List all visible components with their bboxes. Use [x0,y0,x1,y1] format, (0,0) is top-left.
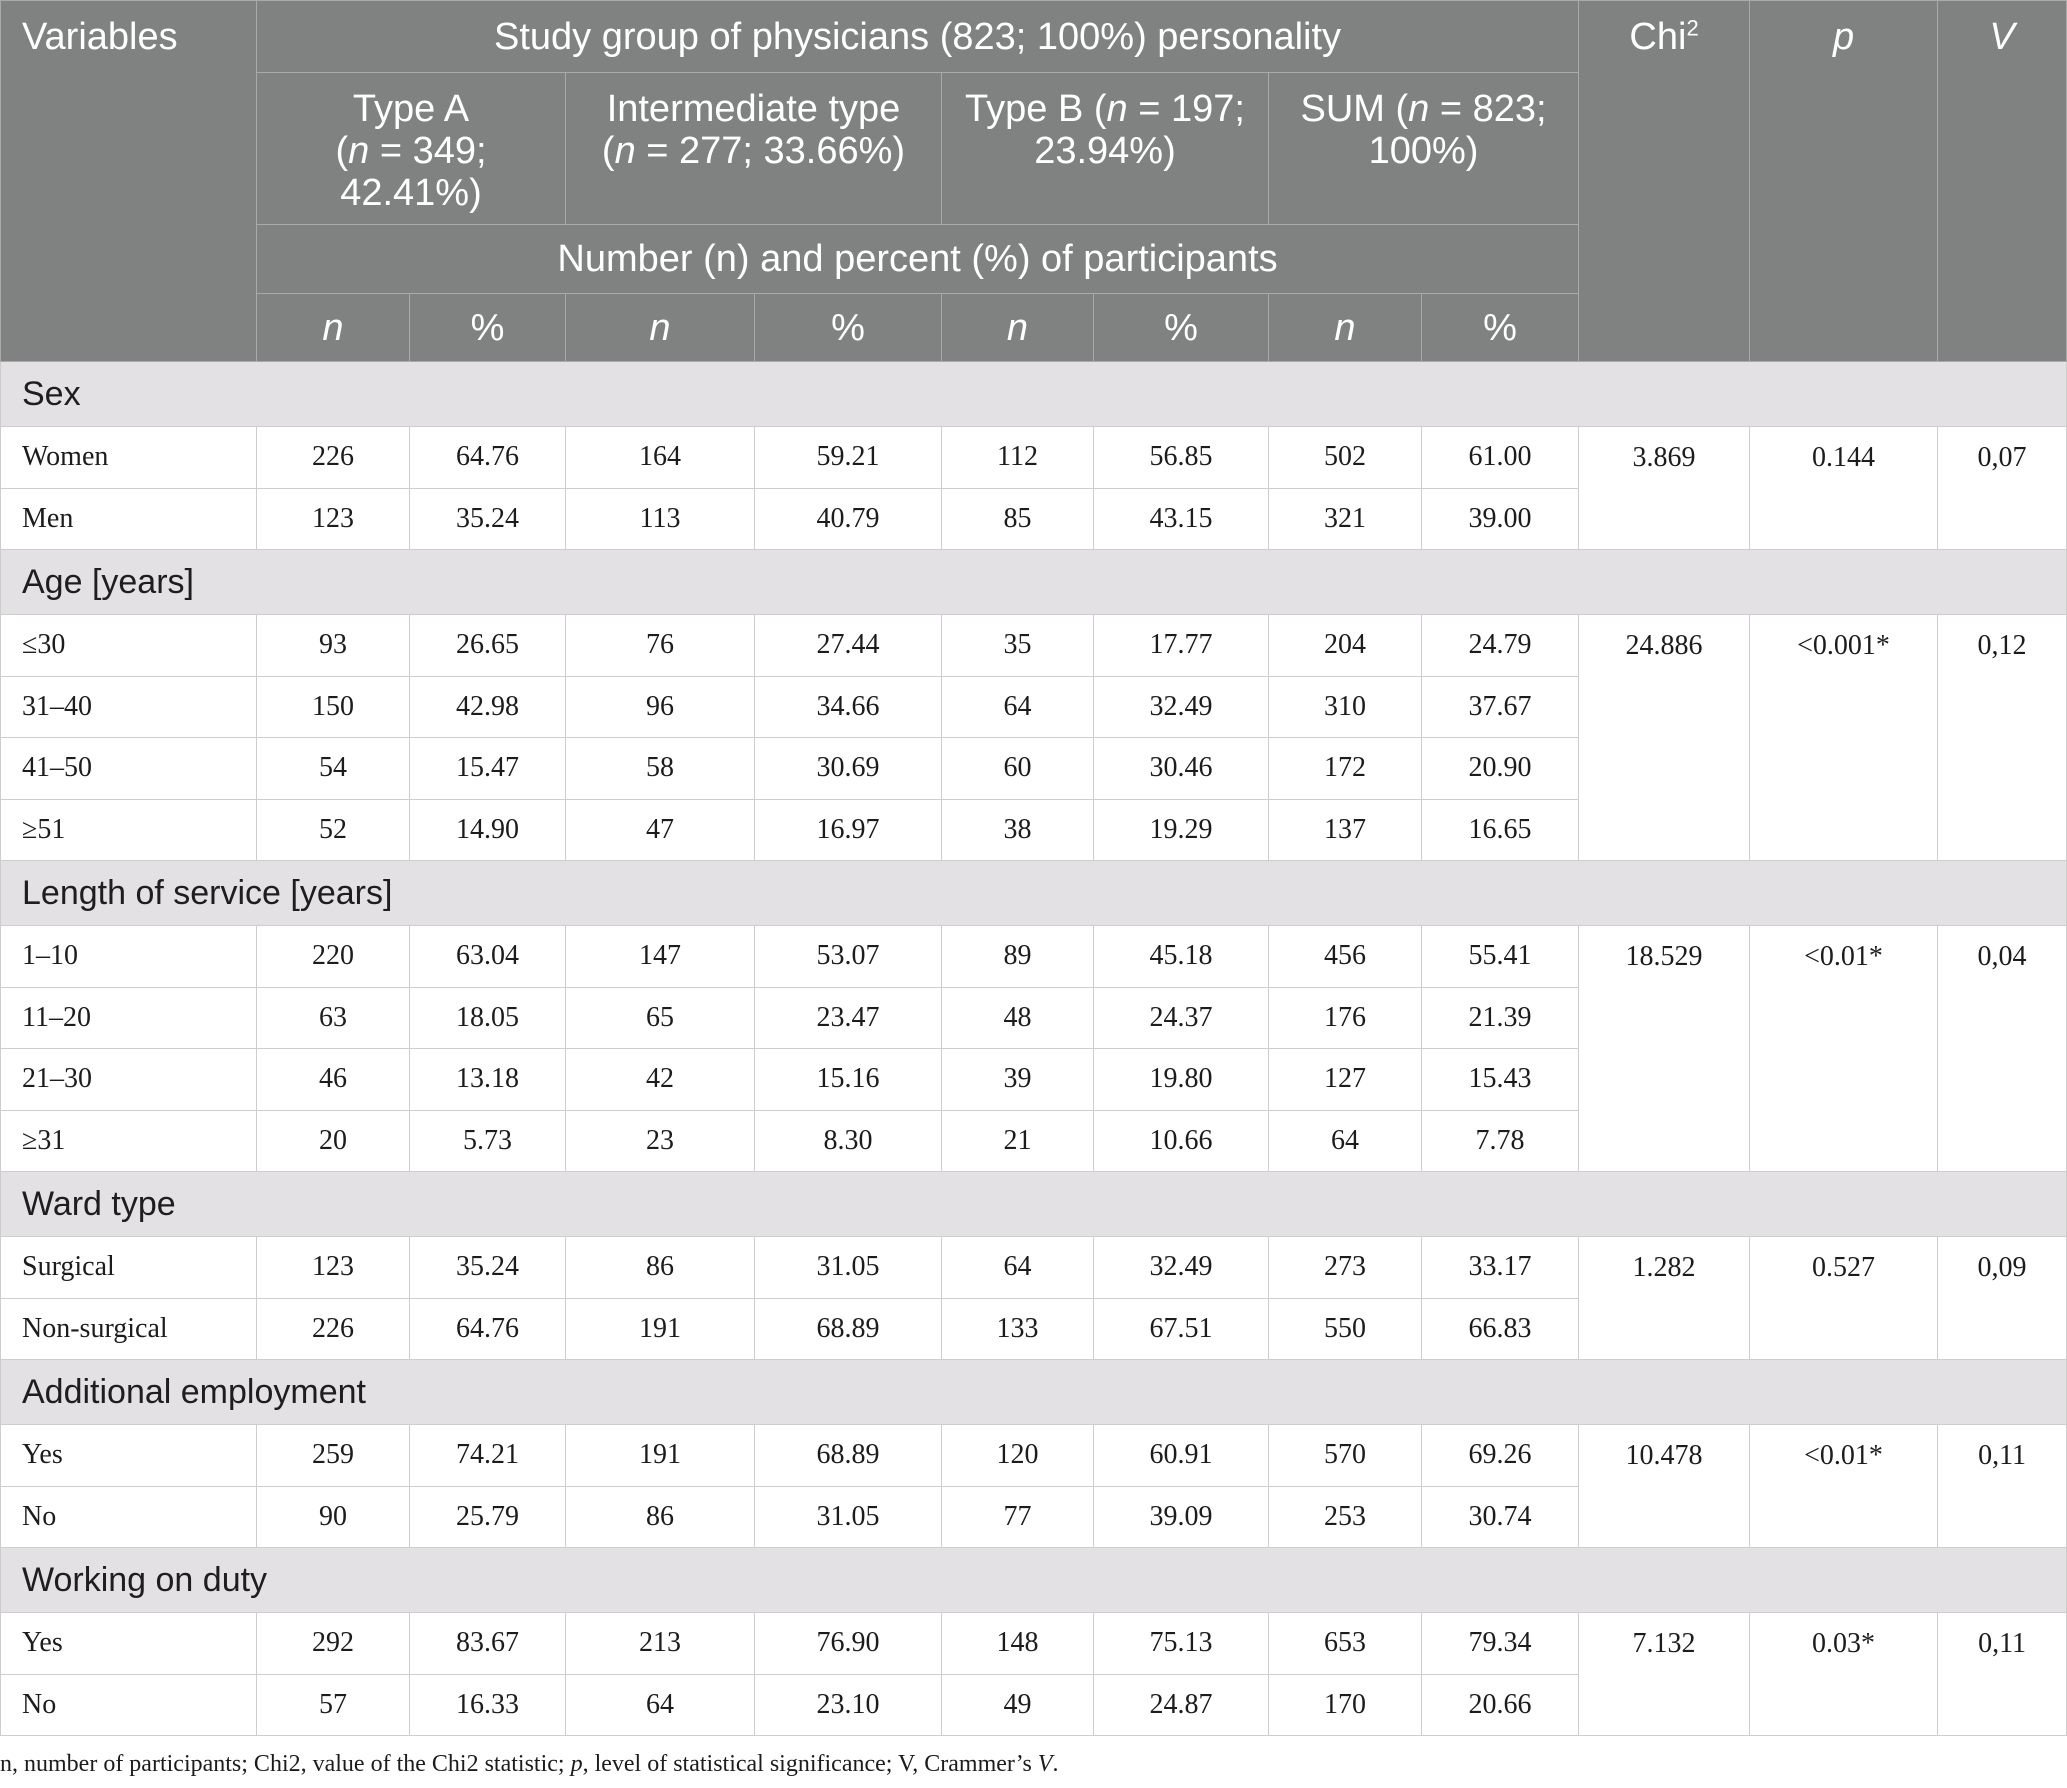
cell-sum-n: 170 [1269,1674,1422,1736]
cell-type-b-pct: 19.80 [1094,1049,1269,1111]
cell-sum-pct: 24.79 [1422,615,1579,677]
cell-type-a-pct: 74.21 [410,1425,566,1487]
cell-intermediate-pct: 8.30 [755,1110,942,1172]
group-header-text: Type B ( [965,88,1107,130]
table-row [1,1425,2067,1487]
cell-sum-pct: 30.74 [1422,1486,1579,1548]
cell-sum-pct: 33.17 [1422,1237,1579,1299]
cell-type-b-n: 48 [942,987,1094,1049]
cell-type-b-n: 112 [942,427,1094,489]
cell-intermediate-n: 147 [566,926,755,988]
cell-type-a-pct: 14.90 [410,799,566,861]
footnote-text: . [1052,1751,1059,1777]
group-header-text: n [348,130,370,172]
cell-type-a-n: 20 [257,1110,410,1172]
cell-type-a-n: 226 [257,1298,410,1360]
group-header-text: = 349; [369,130,487,172]
group-header-text: 23.94%) [1034,130,1176,172]
row-label: Men [1,488,257,550]
number-percent-header: Number (n) and percent (%) of participants [257,225,1579,294]
group-header-line [574,130,933,172]
cell-intermediate-pct: 23.47 [755,987,942,1049]
cell-sum-n: 137 [1269,799,1422,861]
row-label: No [1,1674,257,1736]
table-body [1,362,2067,1736]
cell-sum-pct: 79.34 [1422,1613,1579,1675]
row-label: 21–30 [1,1049,257,1111]
section-row [1,1548,2067,1613]
cell-intermediate-pct: 40.79 [755,488,942,550]
cramers-v-value: 0,04 [1938,926,2067,1172]
section-title-age-years: Age [years] [1,550,2067,615]
cell-type-a-pct: 42.98 [410,676,566,738]
cell-type-b-n: 39 [942,1049,1094,1111]
p-value: 0.03* [1750,1613,1938,1736]
cell-type-a-pct: 83.67 [410,1613,566,1675]
cell-intermediate-pct: 53.07 [755,926,942,988]
group-header-text: ( [601,130,615,172]
cell-intermediate-n: 42 [566,1049,755,1111]
row-label: Surgical [1,1237,257,1299]
cell-type-a-n: 90 [257,1486,410,1548]
cell-sum-n: 127 [1269,1049,1422,1111]
section-row [1,1360,2067,1425]
cell-intermediate-n: 86 [566,1237,755,1299]
cell-sum-pct: 61.00 [1422,427,1579,489]
chi2-header [1579,1,1750,362]
group-header-line [1277,88,1570,130]
cell-type-a-pct: 15.47 [410,738,566,800]
group-header-line [265,172,557,214]
row-label: 11–20 [1,987,257,1049]
section-title-working-on-duty: Working on duty [1,1548,2067,1613]
cell-type-b-pct: 39.09 [1094,1486,1269,1548]
group-header-text: n [614,130,636,172]
cell-type-b-pct: 60.91 [1094,1425,1269,1487]
cell-sum-pct: 16.65 [1422,799,1579,861]
cell-sum-n: 64 [1269,1110,1422,1172]
p-value: <0.01* [1750,1425,1938,1548]
section-row [1,550,2067,615]
cell-type-a-n: 292 [257,1613,410,1675]
cell-sum-pct: 69.26 [1422,1425,1579,1487]
cell-type-a-pct: 25.79 [410,1486,566,1548]
cramers-v-value: 0,07 [1938,427,2067,550]
cell-sum-pct: 20.90 [1422,738,1579,800]
cell-sum-n: 172 [1269,738,1422,800]
cell-intermediate-n: 23 [566,1110,755,1172]
section-row [1,1172,2067,1237]
cell-sum-pct: 39.00 [1422,488,1579,550]
group-header-text: ( [335,130,349,172]
row-label: ≥31 [1,1110,257,1172]
group-header-text: 100%) [1368,130,1479,172]
chi2-value: 1.282 [1579,1237,1750,1360]
cell-intermediate-pct: 68.89 [755,1425,942,1487]
cell-intermediate-n: 58 [566,738,755,800]
cell-sum-pct: 15.43 [1422,1049,1579,1111]
cell-intermediate-n: 191 [566,1298,755,1360]
cell-type-b-pct: 32.49 [1094,676,1269,738]
cell-type-a-pct: 26.65 [410,615,566,677]
cell-type-a-pct: 64.76 [410,1298,566,1360]
cell-sum-pct: 55.41 [1422,926,1579,988]
cell-sum-n: 253 [1269,1486,1422,1548]
cell-type-b-pct: 17.77 [1094,615,1269,677]
row-label: ≤30 [1,615,257,677]
subheader-type-a-n: n [257,294,410,362]
p-value: 0.527 [1750,1237,1938,1360]
cell-intermediate-n: 113 [566,488,755,550]
section-title-length-of-service-years: Length of service [years] [1,861,2067,926]
cell-type-b-n: 49 [942,1674,1094,1736]
cell-sum-n: 653 [1269,1613,1422,1675]
sum-header [1269,73,1579,225]
cell-type-a-pct: 5.73 [410,1110,566,1172]
cell-type-b-pct: 67.51 [1094,1298,1269,1360]
cell-type-b-pct: 30.46 [1094,738,1269,800]
cell-type-a-pct: 63.04 [410,926,566,988]
section-title-additional-employment: Additional employment [1,1360,2067,1425]
cell-type-b-n: 133 [942,1298,1094,1360]
cell-type-b-pct: 75.13 [1094,1613,1269,1675]
cell-type-b-pct: 43.15 [1094,488,1269,550]
cell-type-a-n: 54 [257,738,410,800]
cell-type-a-n: 150 [257,676,410,738]
group-header-line [265,130,557,172]
cell-sum-n: 273 [1269,1237,1422,1299]
cell-sum-pct: 37.67 [1422,676,1579,738]
footnote-text: , level of statistical significance; V, Crammer’s [582,1751,1038,1777]
cell-type-a-pct: 13.18 [410,1049,566,1111]
cell-intermediate-n: 86 [566,1486,755,1548]
cramers-v-value: 0,09 [1938,1237,2067,1360]
footnote [0,1736,2067,1779]
cell-intermediate-pct: 30.69 [755,738,942,800]
cell-type-b-n: 64 [942,1237,1094,1299]
group-header-text: n [1408,88,1430,130]
section-title-sex: Sex [1,362,2067,427]
cell-type-a-n: 46 [257,1049,410,1111]
cell-intermediate-n: 213 [566,1613,755,1675]
group-header-text: 42.41%) [340,172,482,214]
cell-intermediate-n: 47 [566,799,755,861]
chi2-header-superscript: 2 [1686,15,1699,41]
cell-type-a-pct: 18.05 [410,987,566,1049]
cell-type-b-n: 60 [942,738,1094,800]
intermediate-type-header [566,73,942,225]
footnote-text: n, number of participants; Chi2, value of the Chi2 statistic; [0,1751,571,1777]
cell-type-a-pct: 35.24 [410,1237,566,1299]
cell-intermediate-n: 96 [566,676,755,738]
subheader-intermediate-pct: % [755,294,942,362]
subheader-sum-pct: % [1422,294,1579,362]
footnote-text: p [570,1751,583,1777]
cell-intermediate-pct: 31.05 [755,1237,942,1299]
group-header-text: = 277; 33.66%) [635,130,906,172]
cell-intermediate-pct: 15.16 [755,1049,942,1111]
cell-intermediate-pct: 16.97 [755,799,942,861]
cell-intermediate-n: 76 [566,615,755,677]
cell-type-b-pct: 32.49 [1094,1237,1269,1299]
cell-type-a-n: 52 [257,799,410,861]
row-label: Non-surgical [1,1298,257,1360]
row-label: Yes [1,1613,257,1675]
cell-sum-n: 550 [1269,1298,1422,1360]
subheader-type-b-pct: % [1094,294,1269,362]
row-label: 31–40 [1,676,257,738]
cell-type-b-pct: 56.85 [1094,427,1269,489]
section-row [1,362,2067,427]
cell-type-a-n: 226 [257,427,410,489]
chi2-value: 24.886 [1579,615,1750,861]
table-header [1,1,2067,362]
cramers-v-value: 0,11 [1938,1613,2067,1736]
chi2-header-text: Chi [1629,16,1687,58]
cell-sum-n: 321 [1269,488,1422,550]
group-header-text: Intermediate type [606,88,901,130]
cramers-v-header: V [1938,1,2067,362]
group-header-line [574,88,933,130]
cell-sum-pct: 21.39 [1422,987,1579,1049]
cell-type-b-n: 38 [942,799,1094,861]
cell-type-a-n: 93 [257,615,410,677]
subheader-type-b-n: n [942,294,1094,362]
cell-intermediate-n: 191 [566,1425,755,1487]
cell-intermediate-n: 164 [566,427,755,489]
cell-type-b-pct: 45.18 [1094,926,1269,988]
row-label: 41–50 [1,738,257,800]
cell-type-b-pct: 19.29 [1094,799,1269,861]
cell-intermediate-pct: 59.21 [755,427,942,489]
cell-type-b-n: 77 [942,1486,1094,1548]
cell-type-a-n: 123 [257,488,410,550]
cell-type-b-n: 35 [942,615,1094,677]
table-row [1,615,2067,677]
cell-sum-n: 570 [1269,1425,1422,1487]
variables-header: Variables [1,1,257,362]
cell-intermediate-pct: 27.44 [755,615,942,677]
cell-sum-n: 502 [1269,427,1422,489]
chi2-value: 10.478 [1579,1425,1750,1548]
table-row [1,926,2067,988]
group-header-text: = 197; [1127,88,1245,130]
subheader-type-a-pct: % [410,294,566,362]
chi2-value: 3.869 [1579,427,1750,550]
cell-type-a-pct: 35.24 [410,488,566,550]
cell-type-a-n: 57 [257,1674,410,1736]
cell-type-b-n: 89 [942,926,1094,988]
table-row [1,427,2067,489]
cramers-v-value: 0,12 [1938,615,2067,861]
cell-type-a-pct: 64.76 [410,427,566,489]
section-row [1,861,2067,926]
subheader-sum-n: n [1269,294,1422,362]
cramers-v-value: 0,11 [1938,1425,2067,1548]
row-label: ≥51 [1,799,257,861]
group-header-line [265,88,557,130]
cell-type-b-n: 120 [942,1425,1094,1487]
group-header-line [1277,130,1570,172]
cell-type-b-n: 21 [942,1110,1094,1172]
cell-intermediate-pct: 34.66 [755,676,942,738]
group-header-line [950,88,1260,130]
section-title-ward-type: Ward type [1,1172,2067,1237]
cell-intermediate-pct: 23.10 [755,1674,942,1736]
header-row-title [1,1,2067,73]
chi2-value: 7.132 [1579,1613,1750,1736]
table-row [1,1237,2067,1299]
cell-type-a-n: 123 [257,1237,410,1299]
cell-intermediate-pct: 68.89 [755,1298,942,1360]
study-group-header: Study group of physicians (823; 100%) personality [257,1,1579,73]
table-row [1,1613,2067,1675]
type-b-header [942,73,1269,225]
cell-sum-pct: 7.78 [1422,1110,1579,1172]
cell-intermediate-n: 65 [566,987,755,1049]
cell-type-b-n: 85 [942,488,1094,550]
p-header: p [1750,1,1938,362]
p-value: <0.01* [1750,926,1938,1172]
row-label: Yes [1,1425,257,1487]
cell-type-b-n: 148 [942,1613,1094,1675]
group-header-text: Type A [352,88,470,130]
cell-type-a-pct: 16.33 [410,1674,566,1736]
cell-intermediate-pct: 31.05 [755,1486,942,1548]
chi2-value: 18.529 [1579,926,1750,1172]
cell-sum-n: 310 [1269,676,1422,738]
group-header-line [950,130,1260,172]
cell-intermediate-pct: 76.90 [755,1613,942,1675]
subheader-intermediate-n: n [566,294,755,362]
cell-type-a-n: 259 [257,1425,410,1487]
type-a-header [257,73,566,225]
cell-type-a-n: 63 [257,987,410,1049]
cell-sum-n: 176 [1269,987,1422,1049]
cell-type-b-pct: 24.37 [1094,987,1269,1049]
group-header-text: = 823; [1429,88,1547,130]
cell-intermediate-n: 64 [566,1674,755,1736]
cell-sum-pct: 20.66 [1422,1674,1579,1736]
cell-sum-n: 456 [1269,926,1422,988]
cell-sum-n: 204 [1269,615,1422,677]
p-value: <0.001* [1750,615,1938,861]
row-label: No [1,1486,257,1548]
cell-type-b-n: 64 [942,676,1094,738]
row-label: 1–10 [1,926,257,988]
cell-sum-pct: 66.83 [1422,1298,1579,1360]
group-header-text: SUM ( [1300,88,1409,130]
footnote-text: V [1037,1751,1053,1777]
cell-type-b-pct: 10.66 [1094,1110,1269,1172]
p-value: 0.144 [1750,427,1938,550]
cell-type-b-pct: 24.87 [1094,1674,1269,1736]
row-label: Women [1,427,257,489]
group-header-text: n [1106,88,1128,130]
cell-type-a-n: 220 [257,926,410,988]
